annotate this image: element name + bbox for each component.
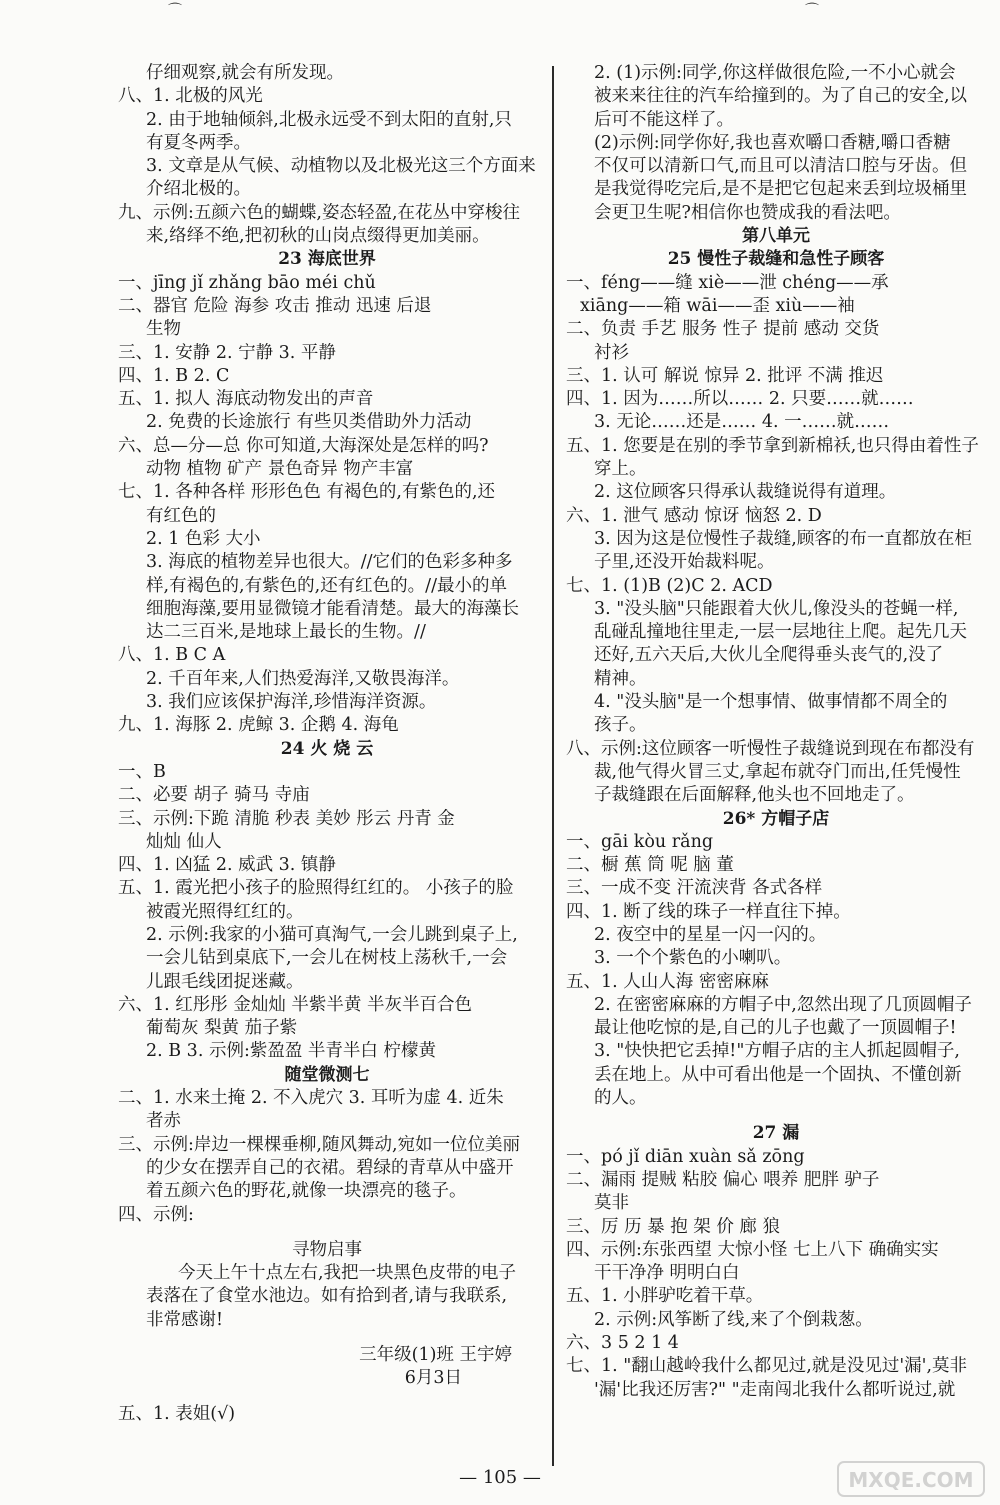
text-line: 干干净净 明明白白 bbox=[594, 1263, 740, 1284]
column-divider bbox=[552, 66, 554, 1466]
text-line: 孩子。 bbox=[594, 715, 647, 736]
text-line: 细胞海藻,要用显微镜才能看清楚。最大的海藻长 bbox=[146, 598, 520, 619]
text-line: '漏'比我还厉害?" "走南闯北我什么都听说过,就 bbox=[594, 1379, 956, 1400]
text-line: 三、厉 历 暴 抱 架 价 廊 狼 bbox=[566, 1216, 780, 1237]
text-line: 子裁缝跟在后面解释,他头也不回地走了。 bbox=[594, 785, 915, 806]
text-line: 有夏冬两季。 bbox=[146, 132, 251, 153]
text-line: 葡萄灰 梨黄 茄子紫 bbox=[146, 1018, 298, 1039]
text-line: 二、负责 手艺 服务 性子 提前 感动 交货 bbox=[566, 319, 880, 340]
section-heading: 25 慢性子裁缝和急性子顾客 bbox=[667, 249, 885, 270]
text-line: 的少女在摆弄自己的衣裙。碧绿的青草从中盛开 bbox=[146, 1157, 514, 1178]
text-line: 灿灿 仙人 bbox=[146, 831, 222, 852]
text-line: 七、1. (1)B (2)C 2. ACD bbox=[566, 575, 773, 596]
text-line: 2. 1 色彩 大小 bbox=[146, 528, 261, 549]
text-line: 寻物启事 bbox=[292, 1239, 362, 1260]
text-line: 今天上午十点左右,我把一块黑色皮带的电子 bbox=[178, 1263, 517, 1284]
text-line: 一、jīng jǐ zhǎng bāo méi chǔ bbox=[118, 272, 376, 293]
text-line: 最让他吃惊的是,自己的儿子也戴了一顶圆帽子! bbox=[594, 1018, 957, 1039]
text-line: 八、示例:这位顾客一听慢性子裁缝说到现在布都没有 bbox=[566, 738, 975, 759]
text-line: 三、示例:下跪 清脆 秒表 美妙 彤云 丹青 金 bbox=[118, 808, 455, 829]
text-line: 一会儿钻到桌底下,一会儿在树枝上荡秋千,一会 bbox=[146, 948, 508, 969]
text-line: 六、1. 红彤彤 金灿灿 半紫半黄 半灰半百合色 bbox=[118, 994, 472, 1015]
text-line: 衬衫 bbox=[594, 342, 629, 363]
text-line: 样,有褐色的,有紫色的,还有红色的。//最小的单 bbox=[146, 575, 507, 596]
text-line: 3. 文章是从气候、动植物以及北极光这三个方面来 bbox=[146, 156, 536, 177]
text-line: 三年级(1)班 王宇婷 bbox=[359, 1345, 512, 1366]
text-line: 6月3日 bbox=[404, 1368, 462, 1389]
text-line: 2. 免费的长途旅行 有些贝类借助外力活动 bbox=[146, 412, 472, 433]
section-heading: 第八单元 bbox=[742, 226, 810, 247]
text-line: 三、1. 安静 2. 宁静 3. 平静 bbox=[118, 342, 336, 363]
section-heading: 26* 方帽子店 bbox=[722, 808, 830, 829]
text-line: 四、1. 凶猛 2. 威武 3. 镇静 bbox=[118, 855, 336, 876]
text-line: 会更卫生呢?相信你也赞成我的看法吧。 bbox=[594, 202, 901, 223]
text-line: 五、1. 表姐(√) bbox=[118, 1403, 236, 1424]
text-line: 九、1. 海豚 2. 虎鲸 3. 企鹅 4. 海龟 bbox=[118, 715, 399, 736]
text-line: 八、1. B C A bbox=[118, 645, 226, 666]
text-line: 五、1. 拟人 海底动物发出的声音 bbox=[118, 389, 374, 410]
text-line: 非常感谢! bbox=[146, 1309, 224, 1330]
text-line: 三、1. 认可 解说 惊异 2. 批评 不满 推迟 bbox=[566, 365, 884, 386]
text-line: 3. 海底的植物差异也很大。//它们的色彩多种多 bbox=[146, 552, 513, 573]
text-line: 后可不能这样了。 bbox=[594, 109, 734, 130]
text-line: 是我觉得吃完后,是不是把它包起来丢到垃圾桶里 bbox=[594, 179, 968, 200]
text-line: 3. "没头脑"只能跟着大伙儿,像没头的苍蝇一样, bbox=[594, 598, 959, 619]
section-heading: 27 漏 bbox=[752, 1123, 800, 1144]
text-line: 有红色的 bbox=[146, 505, 216, 526]
text-line: 不仅可以清新口气,而且可以清洁口腔与牙齿。但 bbox=[594, 156, 968, 177]
text-line: 2. 这位顾客只得承认裁缝说得有道理。 bbox=[594, 482, 897, 503]
text-line: 儿跟毛线团捉迷藏。 bbox=[146, 971, 304, 992]
text-line: 3. 一个个紫色的小喇叭。 bbox=[594, 948, 792, 969]
text-line: 三、一成不变 汗流浃背 各式各样 bbox=[566, 878, 823, 899]
text-line: 一、B bbox=[118, 761, 166, 782]
text-line bbox=[118, 1391, 536, 1403]
text-line bbox=[118, 1332, 536, 1344]
text-line: 者赤 bbox=[146, 1111, 181, 1132]
text-line: 来,络绎不绝,把初秋的山岗点缀得更加美丽。 bbox=[146, 226, 490, 247]
text-line: 二、橱 蕉 筒 呢 脑 董 bbox=[566, 855, 734, 876]
text-line: 三、示例:岸边一棵棵垂柳,随风舞动,宛如一位位美丽 bbox=[118, 1134, 521, 1155]
section-heading: 23 海底世界 bbox=[278, 249, 376, 270]
text-line: 二、器官 危险 海参 攻击 推动 迅速 后退 bbox=[118, 295, 432, 316]
text-line: 精神。 bbox=[594, 668, 647, 689]
text-line: 七、1. 各种各样 形形色色 有褐色的,有紫色的,还 bbox=[118, 482, 496, 503]
text-line: 表落在了食堂水池边。如有拾到者,请与我联系, bbox=[146, 1286, 508, 1307]
text-line: 2. 千百年来,人们热爱海洋,又敬畏海洋。 bbox=[146, 668, 460, 689]
crop-mark: ⌒ bbox=[168, 3, 182, 19]
text-line: 二、1. 水来土掩 2. 不入虎穴 3. 耳听为虚 4. 近朱 bbox=[118, 1088, 504, 1109]
text-line bbox=[118, 1227, 536, 1239]
text-line: 子里,还没开始裁料呢。 bbox=[594, 552, 775, 573]
text-line: 介绍北极的。 bbox=[146, 179, 251, 200]
text-line bbox=[566, 1110, 986, 1122]
text-line: 七、1. "翻山越岭我什么都见过,就是没见过'漏',莫非 bbox=[566, 1356, 968, 1377]
text-line: 4. "没头脑"是一个想事情、做事情都不周全的 bbox=[594, 692, 948, 713]
text-line: 2. B 3. 示例:紫盈盈 半青半白 柠檬黄 bbox=[146, 1041, 436, 1062]
text-line: 九、示例:五颜六色的蝴蝶,姿态轻盈,在花丛中穿梭往 bbox=[118, 202, 521, 223]
text-line: 3. 因为这是位慢性子裁缝,顾客的布一直都放在柜 bbox=[594, 528, 972, 549]
text-line: 五、1. 人山人海 密密麻麻 bbox=[566, 971, 769, 992]
text-line: xiāng——箱 wāi——歪 xiù——袖 bbox=[580, 295, 855, 316]
watermark-text: MXQE.COM bbox=[848, 1468, 974, 1492]
text-line: 二、漏雨 提贼 粘胶 偏心 喂养 肥胖 驴子 bbox=[566, 1169, 880, 1190]
text-line: 的人。 bbox=[594, 1088, 647, 1109]
text-line: 被来来往往的汽车给撞到的。为了自己的安全,以 bbox=[594, 86, 968, 107]
text-line: (2)示例:同学你好,我也喜欢嚼口香糖,嚼口香糖 bbox=[594, 132, 951, 153]
text-line: 3. 我们应该保护海洋,珍惜海洋资源。 bbox=[146, 692, 437, 713]
text-line: 仔细观察,就会有所发现。 bbox=[146, 63, 345, 83]
text-line: 乱碰乱撞地往里走,一层一层地往上爬。起先几天 bbox=[594, 622, 968, 643]
page-number: — 105 — bbox=[459, 1467, 541, 1488]
text-line: 还好,五六天后,大伙儿全爬得垂头丧气的,没了 bbox=[594, 645, 944, 666]
text-line: 生物 bbox=[146, 319, 181, 340]
crop-mark: ⌒ bbox=[805, 3, 819, 19]
text-line: 被霞光照得红红的。 bbox=[146, 901, 304, 922]
left-column bbox=[118, 62, 536, 1426]
text-line: 四、1. 因为……所以…… 2. 只要……就…… bbox=[566, 389, 914, 410]
watermark-logo bbox=[836, 1458, 986, 1500]
text-line: 2. 示例:风筝断了线,来了个倒栽葱。 bbox=[594, 1309, 873, 1330]
text-line: 3. 无论……还是…… 4. 一……就…… bbox=[594, 412, 890, 433]
text-line: 二、必要 胡子 骑马 寺庙 bbox=[118, 785, 310, 806]
text-line: 丢在地上。从中可看出他是一个固执、不懂创新 bbox=[594, 1064, 962, 1085]
text-line: 着五颜六色的野花,就像一块漂亮的毯子。 bbox=[146, 1181, 467, 1202]
text-line: 2. 由于地轴倾斜,北极永远受不到太阳的直射,只 bbox=[146, 109, 512, 130]
text-line: 六、总—分—总 你可知道,大海深处是怎样的吗? bbox=[118, 435, 489, 456]
section-heading: 24 火 烧 云 bbox=[280, 738, 374, 759]
text-line: 五、1. 小胖驴吃着干草。 bbox=[566, 1286, 764, 1307]
text-line: 裁,他气得火冒三丈,拿起布就夺门而出,任凭慢性 bbox=[594, 761, 961, 782]
text-line: 一、féng——缝 xiè——泄 chéng——承 bbox=[566, 272, 889, 293]
text-line: 达二三百米,是地球上最长的生物。// bbox=[146, 622, 426, 643]
text-line: 八、1. 北极的风光 bbox=[118, 86, 263, 107]
text-line: 2. 夜空中的星星一闪一闪的。 bbox=[594, 924, 827, 945]
text-line: 穿上。 bbox=[594, 459, 647, 480]
text-line: 六、1. 泄气 感动 惊讶 恼怒 2. D bbox=[566, 505, 822, 526]
text-line: 四、1. B 2. C bbox=[118, 365, 230, 386]
text-line: 五、1. 霞光把小孩子的脸照得红红的。 小孩子的脸 bbox=[118, 878, 514, 899]
text-line: 一、gāi kòu rǎng bbox=[566, 831, 714, 852]
text-line: 2. 示例:我家的小猫可真淘气,一会儿跳到桌子上, bbox=[146, 924, 518, 945]
text-line: 四、示例: bbox=[118, 1204, 194, 1225]
text-line: 动物 植物 矿产 景色奇异 物产丰富 bbox=[146, 459, 414, 480]
text-line: 六、3 5 2 1 4 bbox=[566, 1333, 679, 1354]
text-line: 2. (1)示例:同学,你这样做很危险,一不小心就会 bbox=[594, 63, 956, 83]
text-line: 莫非 bbox=[594, 1193, 629, 1214]
section-heading: 随堂微测七 bbox=[284, 1064, 370, 1085]
right-column bbox=[566, 62, 986, 1402]
text-line: 四、1. 断了线的珠子一样直往下掉。 bbox=[566, 901, 851, 922]
text-line: 五、1. 您要是在别的季节拿到新棉袄,也只得由着性子 bbox=[566, 435, 979, 456]
text-line: 3. "快快把它丢掉!"方帽子店的主人抓起圆帽子, bbox=[594, 1041, 960, 1062]
text-line: 一、pó jǐ diān xuàn sǎ zōng bbox=[566, 1146, 805, 1167]
text-line: 2. 在密密麻麻的方帽子中,忽然出现了几顶圆帽子 bbox=[594, 994, 972, 1015]
text-line: 四、示例:东张西望 大惊小怪 七上八下 确确实实 bbox=[566, 1239, 939, 1260]
